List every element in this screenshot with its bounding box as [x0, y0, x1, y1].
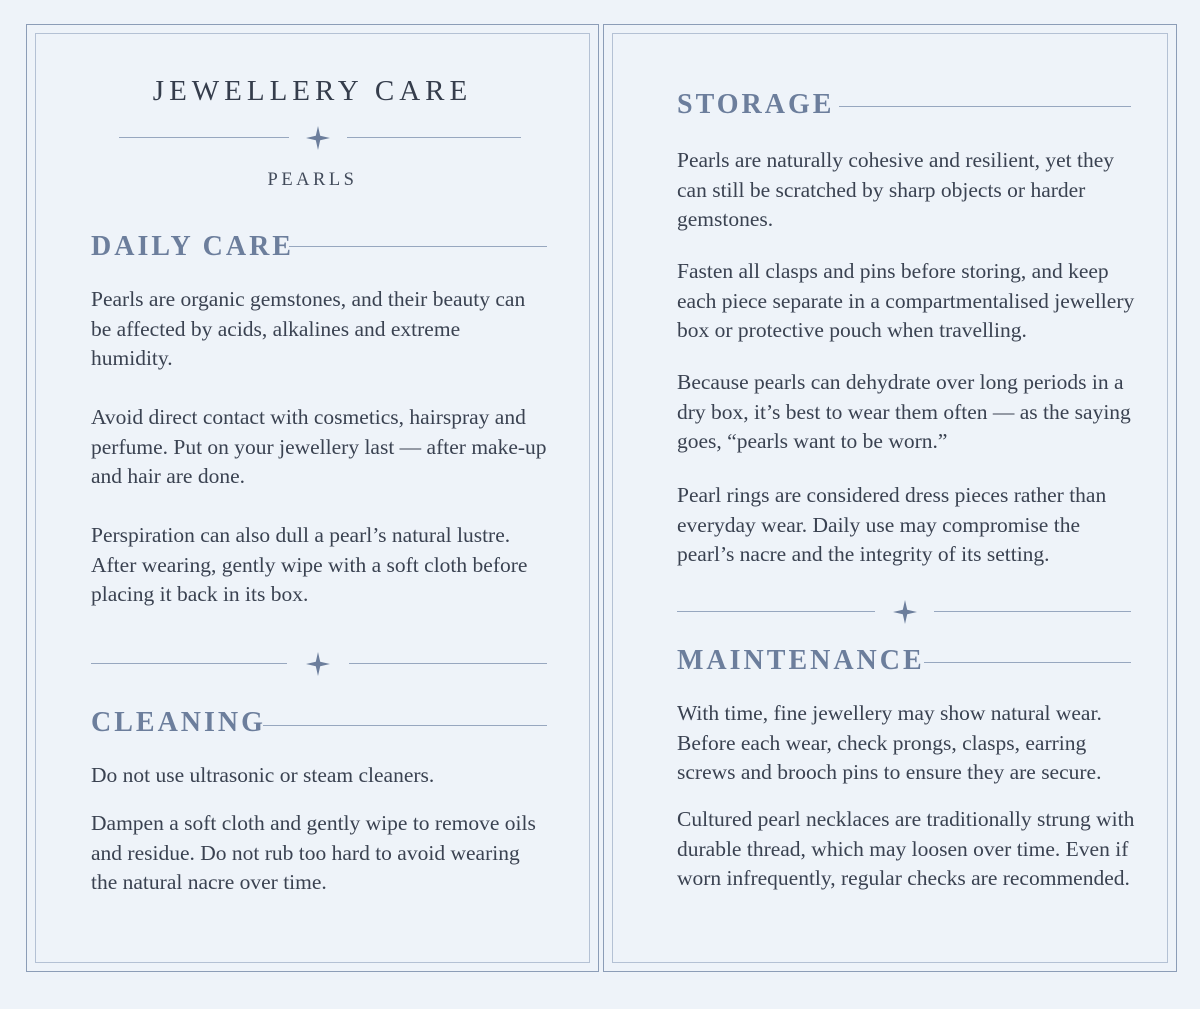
section-divider-right-rule: [934, 611, 1131, 612]
four-point-star-icon: [893, 600, 917, 624]
title-divider-right-rule: [347, 137, 521, 138]
storage-heading: STORAGE: [677, 89, 835, 120]
storage-paragraph-1: Pearls are naturally cohesive and resilient, yet they can still be scratched by sharp objects or harder gemstones.: [677, 148, 1115, 231]
daily-care-paragraph-1: Pearls are organic gemstones, and their beauty can be affected by acids, alkalines and extreme humidity.: [91, 287, 526, 370]
right-panel: [603, 24, 1177, 972]
daily-care-paragraph-2: Avoid direct contact with cosmetics, hairspray and perfume. Put on your jewellery last — after make-up and hair are done.: [91, 405, 547, 488]
daily-care-heading-rule: [289, 246, 547, 247]
cleaning-paragraph-1: Do not use ultrasonic or steam cleaners.: [91, 763, 435, 787]
storage-heading-rule: [839, 106, 1131, 107]
maintenance-paragraph-1: With time, fine jewellery may show natural wear. Before each wear, check prongs, clasps, earring screws and brooch pins to ensure they are secure.: [677, 701, 1102, 784]
cleaning-heading: CLEANING: [91, 707, 266, 738]
maintenance-heading-rule: [924, 662, 1131, 663]
maintenance-paragraph-2: Cultured pearl necklaces are traditionally strung with durable thread, which may loosen over time. Even if worn infrequently, regular checks are recommended.: [677, 807, 1135, 890]
storage-paragraph-4: Pearl rings are considered dress pieces rather than everyday wear. Daily use may compromise the pearl’s nacre and the integrity of its setting.: [677, 483, 1107, 566]
storage-paragraph-3: Because pearls can dehydrate over long periods in a dry box, it’s best to wear them often — as the saying goes, “pearls want to be worn.”: [677, 370, 1131, 453]
section-divider-right-rule: [349, 663, 547, 664]
page-subtitle: PEARLS: [267, 170, 358, 190]
left-panel: [26, 24, 599, 972]
storage-paragraph-2: Fasten all clasps and pins before storing, and keep each piece separate in a compartmentalised jewellery box or protective pouch when travelling.: [677, 259, 1135, 342]
page-title: JEWELLERY CARE: [152, 75, 473, 107]
section-divider-left-rule: [677, 611, 875, 612]
title-divider-left-rule: [119, 137, 289, 138]
section-divider-left-rule: [91, 663, 287, 664]
daily-care-paragraph-3: Perspiration can also dull a pearl’s natural lustre. After wearing, gently wipe with a soft cloth before placing it back in its box.: [91, 523, 528, 606]
maintenance-heading: MAINTENANCE: [677, 645, 925, 676]
cleaning-heading-rule: [263, 725, 547, 726]
four-point-star-icon: [306, 652, 330, 676]
four-point-star-icon: [306, 126, 330, 150]
daily-care-heading: DAILY CARE: [91, 231, 294, 262]
cleaning-paragraph-2: Dampen a soft cloth and gently wipe to remove oils and residue. Do not rub too hard to avoid wearing the natural nacre over time.: [91, 811, 536, 894]
